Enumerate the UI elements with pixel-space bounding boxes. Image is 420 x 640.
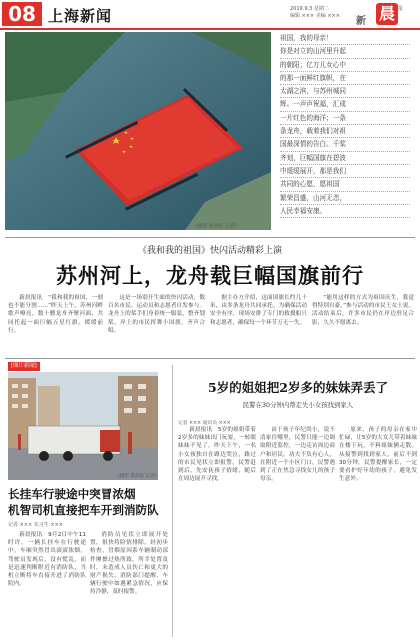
date-line	[290, 6, 340, 20]
article-paragraph: 新晨报讯 9月2日中午11时许，一辆长挂车在行驶途中，车厢突然冒出滚滚浓烟。驾驶员发现后，没有慌乱，而是迅速判断附近有消防队，当机立断将车直接开进了消防队院内。	[8, 532, 86, 588]
article-column	[312, 294, 414, 352]
poem-line: 国最深情的告白。千桨	[280, 138, 410, 151]
editor-text: 编辑 ××× 美编 ×××	[290, 13, 340, 19]
poem-line: 一片红色的海洋；一条	[280, 112, 410, 125]
logo-left-char: 新	[356, 16, 366, 27]
article-column	[260, 426, 335, 637]
article-paragraph: 新晨报讯 5岁的姐姐带着2岁多的妹妹出门玩耍，一转眼妹妹不见了。昨天下午，一名小女孩独自在路边哭泣，路过的市民见状立即报警。民警赶到后，先安抚孩子情绪，随后在周边展开寻找。	[178, 427, 256, 483]
article-column	[210, 294, 307, 352]
article-column	[90, 531, 168, 637]
page-number: 08	[2, 2, 42, 26]
article-paragraph: “能用这样的方式为祖国庆生，我觉得特别自豪。”参与活动的市民王女士说。活动结束后，许多市民仍在岸边驻足合影，久久不愿离去。	[312, 295, 414, 326]
kicker: 《我和我的祖国》快闪活动精彩上演	[137, 246, 282, 256]
column-divider	[172, 365, 173, 637]
poem-line: 你是对立的山河里升起	[280, 45, 410, 58]
poem-line: 条龙舟，载着我们对祖	[280, 125, 410, 138]
article-column	[8, 294, 103, 352]
left-headline-line-2: 机智司机直接把车开到消防队	[8, 503, 159, 517]
poem-line: 中缓缓展开，那是我们	[280, 165, 410, 178]
article-column	[8, 531, 86, 637]
poem-line: 辉。一声声祝福，汇成	[280, 98, 410, 111]
right-subheadline: 民警在30分钟内帮走失小女孩找到家人	[242, 401, 354, 409]
article-paragraph: 新晨报讯 “我和我的祖国，一刻也不能分割……”昨天上午，苏州河畔歌声嘹亮，数十艘龙舟齐聚河面，共同托起一面巨幅五星红旗，缓缓前行。	[8, 295, 103, 334]
article-paragraph: 消防员见状立即展开处置，很快将险情排除。经初步检查，冒烟原因系车辆制动部件摩擦过热所致。所幸处置及时，未造成人员伤亡和更大的财产损失。消防部门提醒，车辆行驶中如遇紧急情况，应保持冷静，及时报警。	[90, 532, 168, 596]
divider	[5, 237, 415, 238]
poem-line: 人民幸福安康。	[280, 205, 410, 218]
article-column	[339, 426, 417, 637]
article-paragraph: 原来，孩子的母亲在家中忙碌，让5岁的大女儿带着妹妹在楼下玩，不料姐妹俩走散。从接警到找到家人，前后不到30分钟。民警提醒家长，一定要看护好年幼的孩子，避免发生意外。	[339, 427, 417, 483]
photo-caption: (摄影 新晨报 记者)	[196, 224, 237, 229]
article-column	[108, 294, 205, 352]
article-paragraph: 这是一场别开生面的快闪活动，数百名市民、运动员和志愿者自发参与。龙舟上的桨手们身着统一服装，整齐划桨，岸上的市民挥舞小国旗，齐声合唱。	[108, 295, 205, 334]
poem-line: 共同的心愿，愿祖国	[280, 178, 410, 191]
poem-line: 繁荣昌盛，山河无恙，	[280, 192, 410, 205]
logo-right-char: 报	[398, 6, 404, 12]
left-headline	[8, 486, 168, 518]
byline: 记者 ××× 通讯员 ×××	[178, 421, 231, 426]
truck-scene-illustration	[8, 372, 158, 480]
poem-line: 祖国，我的母亲！	[280, 32, 410, 45]
article-column	[178, 426, 256, 637]
photo-news-tag: [图片新闻]	[8, 362, 40, 371]
left-headline-line-1: 长挂车行驶途中突冒浓烟	[8, 487, 136, 501]
article-paragraph: 据主办方介绍，这面国旗长约几十米，由多条龙舟共同承托。为确保活动安全有序，现场安排了专门的救援船只和志愿者，确保每一个环节万无一失。	[210, 295, 307, 326]
poem-sidebar	[280, 32, 410, 222]
photo-caption: (摄影 新晨报 记者)	[118, 474, 157, 479]
river-flag-photo	[5, 32, 271, 230]
divider	[5, 358, 415, 359]
byline: 记者 ××× 实习生 ×××	[8, 522, 63, 528]
right-headline: 5岁的姐姐把2岁多的妹妹弄丢了	[208, 380, 388, 395]
section-title: 上海新闻	[48, 7, 113, 25]
poem-line: 的朝阳；亿万儿女心中	[280, 59, 410, 72]
truck-photo	[8, 372, 158, 480]
poem-line: 太湖之滨，与苏州城同	[280, 85, 410, 98]
main-headline: 苏州河上，龙舟载巨幅国旗前行	[56, 264, 364, 288]
poem-line: 的那一面鲜红旗帜，在	[280, 72, 410, 85]
newspaper-logo	[356, 3, 416, 27]
header-rule	[0, 28, 420, 30]
article-paragraph: 由于孩子年纪尚小，说不清家住哪里，民警只能一边调取附近监控，一边走访周边商户和居民。功夫不负有心人，在附近一个小区门口，民警遇到了正在焦急寻找女儿的孩子母亲。	[260, 427, 335, 483]
logo-mark: 晨	[376, 3, 398, 25]
river-flag-illustration	[5, 32, 271, 230]
date-text: 2019.9.3 星期二	[290, 6, 329, 12]
poem-line: 齐划，巨幅国旗在碧波	[280, 152, 410, 165]
